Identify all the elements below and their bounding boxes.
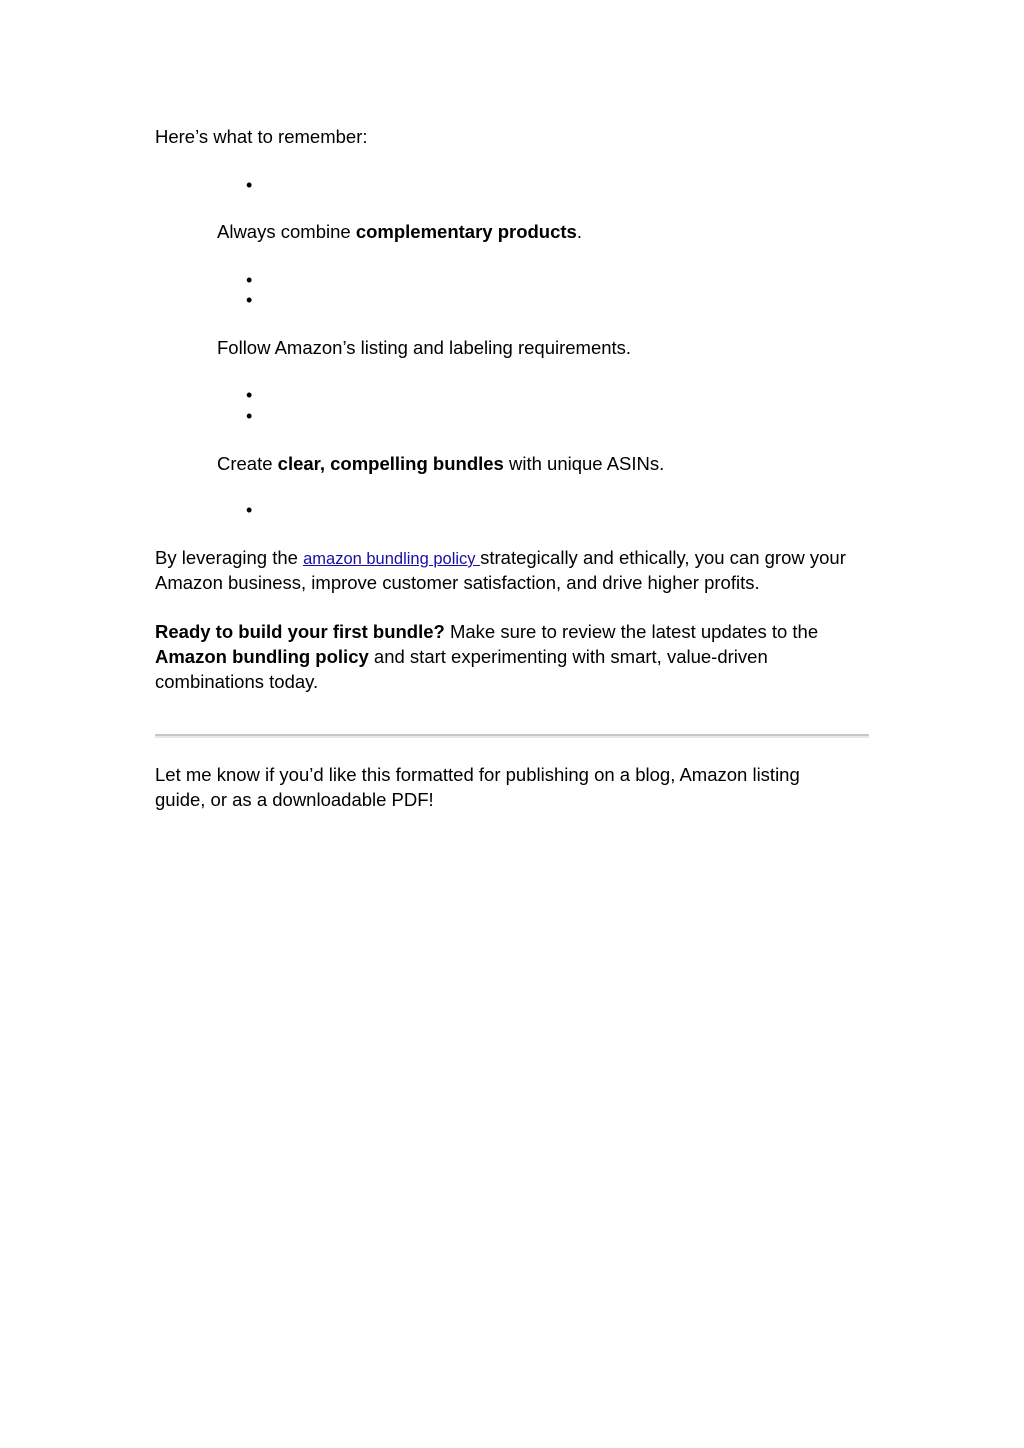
item-follow-requirements: Follow Amazon’s listing and labeling requirements. [217, 337, 632, 358]
item-complementary-products [217, 219, 582, 244]
bullet-4: • [246, 385, 253, 405]
cta-line-3: combinations today. [155, 671, 319, 692]
footer-line-2: guide, or as a downloadable PDF! [155, 789, 434, 810]
closing-suffix: strategically and ethically, you can grow your [480, 547, 846, 568]
cta-line-1 [155, 619, 818, 644]
bullet-1: • [246, 175, 253, 195]
cta-bold-policy: Amazon bundling policy [155, 646, 369, 667]
horizontal-divider [155, 734, 869, 738]
amazon-bundling-policy-link[interactable]: amazon bundling policy [303, 550, 481, 568]
cta-bold-lead: Ready to build your first bundle? [155, 621, 445, 642]
item-3-suffix: with unique ASINs. [503, 453, 665, 474]
intro-text: Here’s what to remember: [155, 126, 368, 147]
item-1-prefix: Always combine [217, 221, 356, 242]
item-3-bold: clear, compelling bundles [277, 453, 504, 474]
cta-line-2 [155, 644, 768, 669]
closing-paragraph-line-1 [155, 545, 846, 572]
item-3-prefix: Create [217, 453, 278, 474]
bullet-3: • [246, 290, 253, 310]
item-clear-bundles [217, 451, 664, 476]
closing-paragraph-line-2: Amazon business, improve customer satisfaction, and drive higher profits. [155, 572, 760, 593]
bullet-5: • [246, 406, 253, 426]
item-1-bold: complementary products [355, 221, 577, 242]
item-1-suffix: . [576, 221, 582, 242]
bullet-6: • [246, 500, 253, 520]
closing-prefix: By leveraging the [155, 547, 304, 568]
cta-line-1-rest: Make sure to review the latest updates to the [444, 621, 819, 642]
bullet-2: • [246, 270, 253, 290]
footer-line-1: Let me know if you’d like this formatted for publishing on a blog, Amazon listing [155, 764, 800, 785]
cta-line-2-rest: and start experimenting with smart, value-driven [368, 646, 768, 667]
